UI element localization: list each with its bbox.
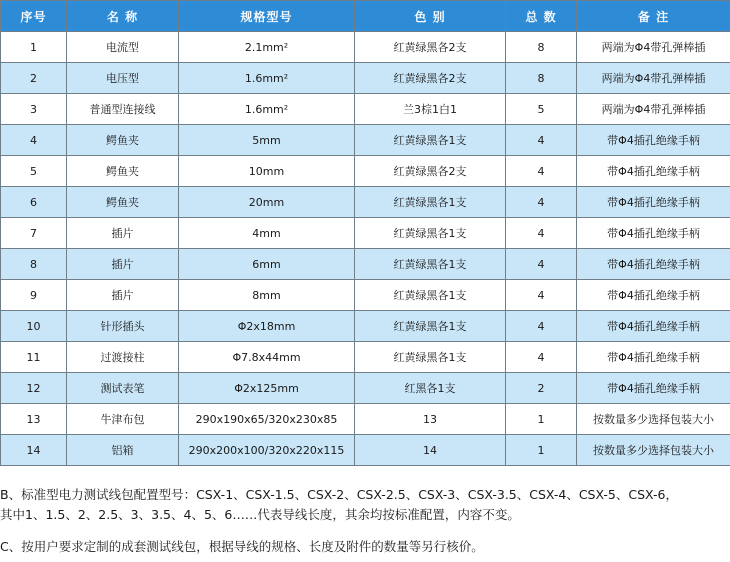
- cell-spec: 6mm: [179, 249, 355, 280]
- cell-color: 红黄绿黑各2支: [355, 156, 506, 187]
- cell-name: 针形插头: [67, 311, 179, 342]
- cell-total: 4: [506, 280, 577, 311]
- cell-no: 2: [1, 63, 67, 94]
- cell-spec: Φ2x18mm: [179, 311, 355, 342]
- cell-name: 电流型: [67, 32, 179, 63]
- cell-name: 普通型连接线: [67, 94, 179, 125]
- cell-no: 14: [1, 435, 67, 466]
- table-row: [1, 342, 730, 373]
- cell-name: 插片: [67, 218, 179, 249]
- cell-no: 8: [1, 249, 67, 280]
- cell-spec: 5mm: [179, 125, 355, 156]
- cell-color: 红黄绿黑各1支: [355, 125, 506, 156]
- cell-remark: 带Φ4插孔绝缘手柄: [577, 280, 730, 311]
- cell-remark: 两端为Φ4带孔弹棒插: [577, 32, 730, 63]
- cell-color: 红黑各1支: [355, 373, 506, 404]
- table-row: [1, 63, 730, 94]
- cell-no: 13: [1, 404, 67, 435]
- cell-color: 14: [355, 435, 506, 466]
- cell-name: 插片: [67, 249, 179, 280]
- cell-color: 红黄绿黑各1支: [355, 280, 506, 311]
- cell-remark: 两端为Φ4带孔弹棒插: [577, 94, 730, 125]
- cell-color: 兰3棕1白1: [355, 94, 506, 125]
- table-row: [1, 125, 730, 156]
- cell-total: 4: [506, 311, 577, 342]
- cell-remark: 带Φ4插孔绝缘手柄: [577, 249, 730, 280]
- header-color: 色 别: [355, 1, 506, 32]
- cell-color: 红黄绿黑各1支: [355, 187, 506, 218]
- cell-name: 牛津布包: [67, 404, 179, 435]
- cell-color: 红黄绿黑各2支: [355, 32, 506, 63]
- cell-total: 4: [506, 342, 577, 373]
- cell-color: 红黄绿黑各1支: [355, 311, 506, 342]
- cell-name: 鳄鱼夹: [67, 187, 179, 218]
- table-row: [1, 156, 730, 187]
- cell-no: 11: [1, 342, 67, 373]
- cell-spec: 290x190x65/320x230x85: [179, 404, 355, 435]
- cell-remark: 两端为Φ4带孔弹棒插: [577, 63, 730, 94]
- cell-name: 测试表笔: [67, 373, 179, 404]
- cell-color: 红黄绿黑各1支: [355, 249, 506, 280]
- cell-total: 4: [506, 187, 577, 218]
- cell-no: 9: [1, 280, 67, 311]
- note-b: [0, 485, 730, 525]
- note-c: C、按用户要求定制的成套测试线包，根据导线的规格、长度及附件的数量等另行核价。: [0, 539, 484, 554]
- cell-spec: Φ2x125mm: [179, 373, 355, 404]
- table-row: [1, 218, 730, 249]
- cell-name: 鳄鱼夹: [67, 156, 179, 187]
- cell-total: 4: [506, 125, 577, 156]
- cell-color: 红黄绿黑各1支: [355, 342, 506, 373]
- cell-spec: 1.6mm²: [179, 94, 355, 125]
- cell-remark: 带Φ4插孔绝缘手柄: [577, 311, 730, 342]
- header-spec: 规格型号: [179, 1, 355, 32]
- table-row: [1, 311, 730, 342]
- cell-name: 电压型: [67, 63, 179, 94]
- table-header-row: [1, 1, 730, 32]
- header-name: 名 称: [67, 1, 179, 32]
- table-row: [1, 249, 730, 280]
- cell-total: 1: [506, 404, 577, 435]
- cell-remark: 按数量多少选择包装大小: [577, 404, 730, 435]
- cell-total: 2: [506, 373, 577, 404]
- cell-no: 7: [1, 218, 67, 249]
- cell-remark: 带Φ4插孔绝缘手柄: [577, 373, 730, 404]
- cell-total: 4: [506, 249, 577, 280]
- cell-spec: 8mm: [179, 280, 355, 311]
- cell-no: 6: [1, 187, 67, 218]
- header-remark: 备 注: [577, 1, 730, 32]
- cell-color: 13: [355, 404, 506, 435]
- cell-name: 铝箱: [67, 435, 179, 466]
- table-row: [1, 280, 730, 311]
- cell-total: 4: [506, 218, 577, 249]
- cell-spec: 4mm: [179, 218, 355, 249]
- cell-color: 红黄绿黑各1支: [355, 218, 506, 249]
- cell-remark: 按数量多少选择包装大小: [577, 435, 730, 466]
- cell-color: 红黄绿黑各2支: [355, 63, 506, 94]
- cell-remark: 带Φ4插孔绝缘手柄: [577, 187, 730, 218]
- cell-total: 1: [506, 435, 577, 466]
- table-row: [1, 373, 730, 404]
- cell-remark: 带Φ4插孔绝缘手柄: [577, 156, 730, 187]
- cell-total: 4: [506, 156, 577, 187]
- cell-no: 12: [1, 373, 67, 404]
- cell-name: 鳄鱼夹: [67, 125, 179, 156]
- table-row: [1, 187, 730, 218]
- cell-name: 过渡接柱: [67, 342, 179, 373]
- note-b-line2: 其中1、1.5、2、2.5、3、3.5、4、5、6……代表导线长度，其余均按标准配置，内容不变。: [0, 507, 520, 522]
- note-b-line1: B、标准型电力测试线包配置型号：CSX-1、CSX-1.5、CSX-2、CSX-2.5、CSX-3、CSX-3.5、CSX-4、CSX-5、CSX-6，: [0, 487, 678, 502]
- table-row: [1, 435, 730, 466]
- cell-spec: 20mm: [179, 187, 355, 218]
- cell-spec: 290x200x100/320x220x115: [179, 435, 355, 466]
- table-row: [1, 94, 730, 125]
- cell-no: 5: [1, 156, 67, 187]
- cell-remark: 带Φ4插孔绝缘手柄: [577, 125, 730, 156]
- cell-no: 10: [1, 311, 67, 342]
- table-row: [1, 404, 730, 435]
- cell-remark: 带Φ4插孔绝缘手柄: [577, 218, 730, 249]
- header-no: 序号: [1, 1, 67, 32]
- cell-spec: Φ7.8x44mm: [179, 342, 355, 373]
- table-row: [1, 32, 730, 63]
- cell-total: 8: [506, 32, 577, 63]
- cell-remark: 带Φ4插孔绝缘手柄: [577, 342, 730, 373]
- cell-no: 1: [1, 32, 67, 63]
- cell-spec: 1.6mm²: [179, 63, 355, 94]
- cell-spec: 2.1mm²: [179, 32, 355, 63]
- cell-no: 3: [1, 94, 67, 125]
- cell-total: 8: [506, 63, 577, 94]
- cell-spec: 10mm: [179, 156, 355, 187]
- cell-total: 5: [506, 94, 577, 125]
- cell-no: 4: [1, 125, 67, 156]
- cell-name: 插片: [67, 280, 179, 311]
- header-total: 总 数: [506, 1, 577, 32]
